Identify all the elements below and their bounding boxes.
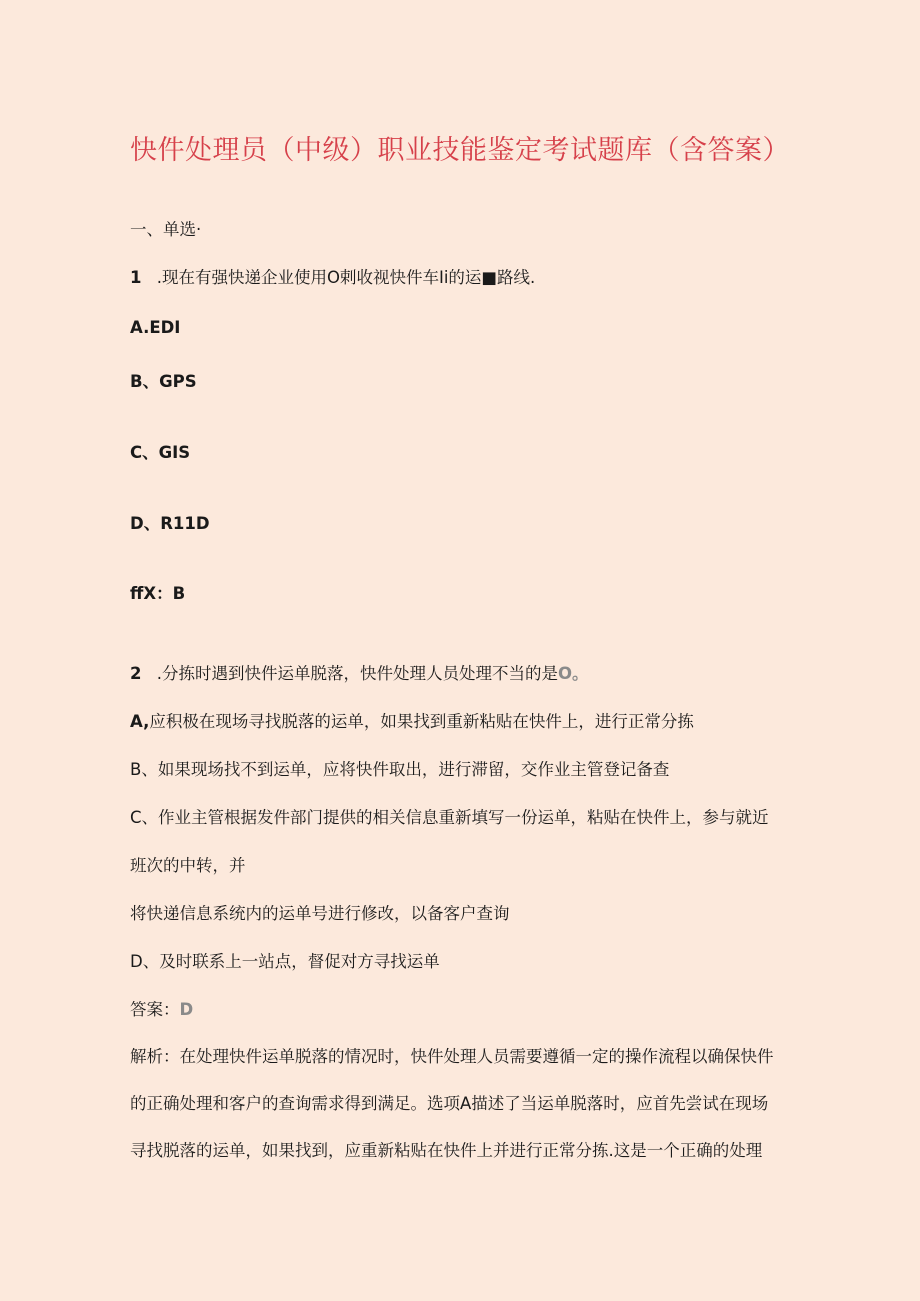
question-2-option-d: D、及时联系上一站点，督促对方寻找运单	[130, 952, 440, 971]
question-2-text-tail: O。	[557, 664, 589, 683]
section-heading: 一、单选·	[130, 220, 202, 239]
question-2-option-a-prefix: A,	[130, 712, 150, 731]
question-1-text: .现在有强快递企业使用O剌收视快件车Ii的运■路线.	[156, 268, 536, 287]
question-1-answer-value: B	[172, 584, 186, 603]
question-1-option-c: C、GIS	[130, 443, 191, 462]
question-1-answer-label: ffX：	[130, 584, 173, 603]
question-2-option-a	[130, 710, 694, 734]
question-2-analysis-line-2: 的正确处理和客户的查询需求得到满足。选项A描述了当运单脱落时，应首先尝试在现场	[130, 1094, 769, 1113]
question-2-analysis-line-3: 寻找脱落的运单，如果找到，应重新粘贴在快件上并进行正常分拣.这是一个正确的处理	[130, 1141, 763, 1160]
question-1-option-b: B、GPS	[130, 372, 197, 391]
question-2-option-c-line-3: 将快递信息系统内的运单号进行修改，以备客户查询	[130, 904, 510, 923]
question-1-answer	[130, 582, 185, 606]
question-1-number: 1	[130, 268, 142, 287]
question-2-number: 2	[130, 664, 142, 683]
document-title: 快件处理员（中级）职业技能鉴定考试题库（含答案）	[130, 135, 790, 166]
question-2	[130, 662, 589, 686]
question-1-option-a: A.EDI	[130, 318, 181, 337]
question-2-option-a-text: 应积极在现场寻找脱落的运单，如果找到重新粘贴在快件上，进行正常分拣	[149, 712, 694, 731]
question-2-answer-value: D	[179, 1000, 194, 1019]
question-2-option-c-line-1: C、作业主管根据发件部门提供的相关信息重新填写一份运单，粘贴在快件上，参与就近	[130, 808, 769, 827]
question-2-answer	[130, 998, 193, 1022]
question-2-option-b: B、如果现场找不到运单，应将快件取出，进行滞留，交作业主管登记备查	[130, 760, 670, 779]
question-1-option-d: D、R11D	[130, 514, 210, 533]
question-2-text: .分拣时遇到快件运单脱落，快件处理人员处理不当的是	[156, 664, 558, 683]
question-1	[130, 266, 535, 290]
question-2-analysis-line-1: 解析：在处理快件运单脱落的情况时，快件处理人员需要遵循一定的操作流程以确保快件	[130, 1047, 774, 1066]
question-2-answer-label: 答案：	[130, 1000, 180, 1019]
question-2-option-c-line-2: 班次的中转，并	[130, 856, 246, 875]
